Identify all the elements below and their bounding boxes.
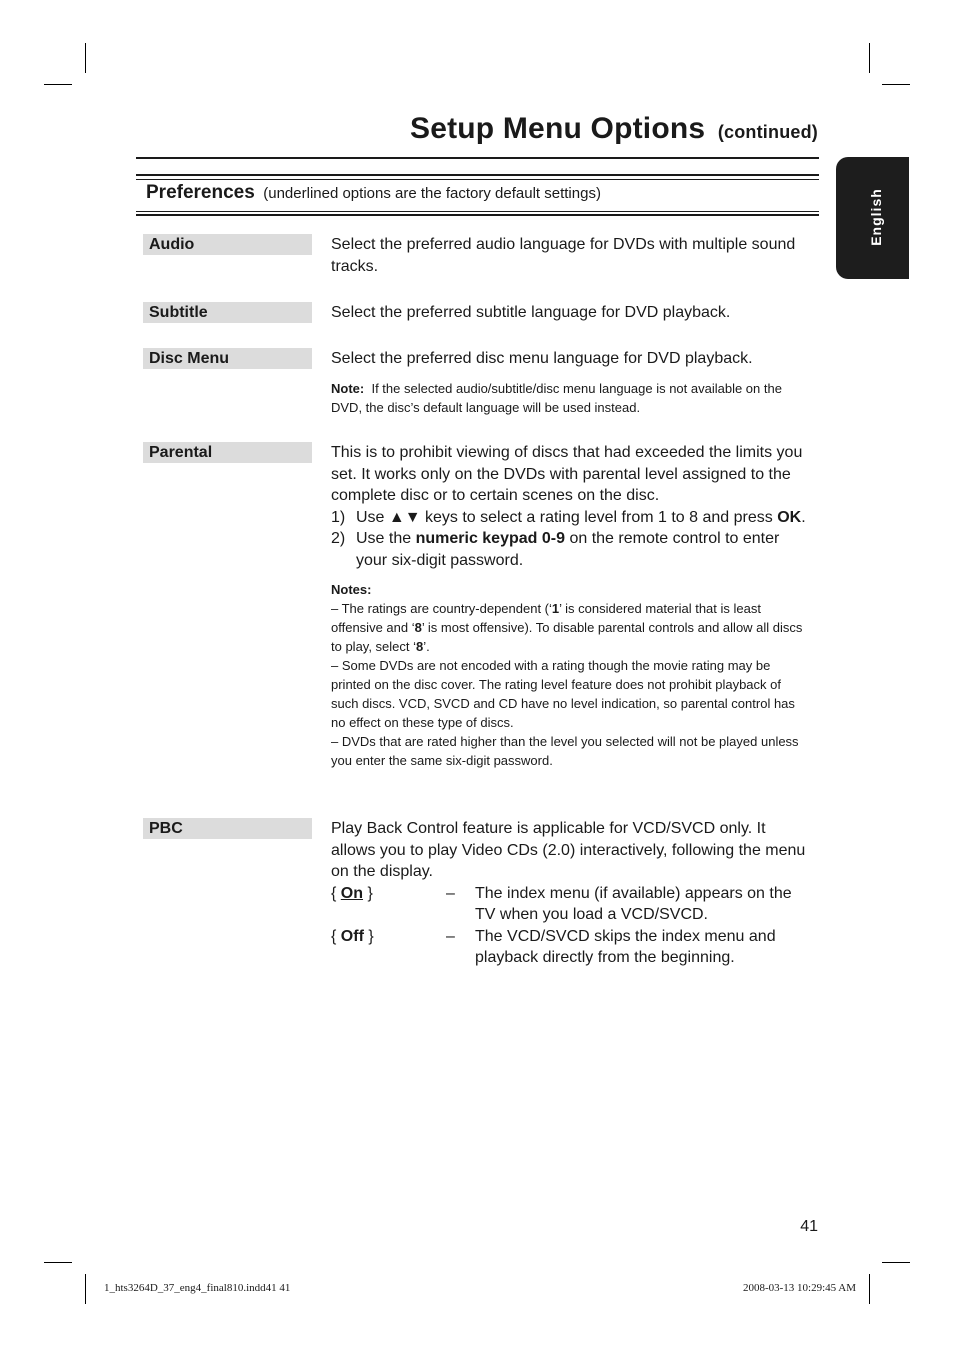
parental-step-1 bbox=[331, 507, 809, 529]
step-text: Use ▲▼ keys to select a rating level from 1 to 8 and press bbox=[356, 508, 773, 526]
parental-text: This is to prohibit viewing of discs that had exceeded the limits you set. It works only on the DVDs with parental level assigned to the complete disc or to certain scenes on the disc. bbox=[331, 444, 803, 504]
note-text: If the selected audio/subtitle/disc menu language is not available on the DVD, the disc’s default language will be used instead. bbox=[331, 380, 782, 415]
section-rule-bottom-thin bbox=[136, 211, 819, 212]
disc-menu-note bbox=[331, 379, 809, 417]
parental-label: Parental bbox=[143, 442, 312, 463]
pbc-description bbox=[331, 818, 809, 969]
language-tab-label: English bbox=[868, 188, 884, 246]
section-heading bbox=[146, 182, 601, 204]
crop-mark bbox=[44, 84, 72, 85]
subtitle-text: Select the preferred subtitle language for DVD playback. bbox=[331, 304, 731, 321]
parental-note-2: – Some DVDs are not encoded with a rating though the movie rating may be printed on the disc cover. The rating level feature does not prohibit playback of such discs. VCD, SVCD and CD have no level indication, so parental control has no effect on these type of discs. bbox=[331, 658, 795, 730]
crop-mark bbox=[85, 1274, 86, 1304]
keypad-key: numeric keypad 0-9 bbox=[415, 530, 565, 547]
option-dash: – bbox=[446, 884, 455, 902]
section-rule-bottom bbox=[136, 214, 819, 216]
pbc-option-on-desc: The index menu (if available) appears on the TV when you load a VCD/SVCD. bbox=[475, 884, 792, 923]
page-number: 41 bbox=[800, 1218, 818, 1235]
crop-mark bbox=[869, 43, 870, 73]
parental-description bbox=[331, 442, 809, 770]
audio-description bbox=[331, 234, 809, 277]
section-rule-top-thin bbox=[136, 179, 819, 180]
step-text-end: . bbox=[801, 508, 806, 526]
subtitle-label: Subtitle bbox=[143, 302, 312, 323]
note-label: Note: bbox=[331, 380, 365, 396]
crop-mark bbox=[869, 1274, 870, 1304]
footer-timestamp: 2008-03-13 10:29:45 AM bbox=[742, 1282, 856, 1294]
parental-notes bbox=[331, 580, 809, 770]
pbc-option-off-desc: The VCD/SVCD skips the index menu and playback directly from the beginning. bbox=[475, 927, 776, 966]
ok-key: OK bbox=[777, 508, 802, 526]
option-key: { On } bbox=[331, 884, 373, 902]
section-note: (underlined options are the factory default settings) bbox=[263, 185, 601, 202]
footer-file: 1_hts3264D_37_eng4_final810.indd41 41 bbox=[104, 1282, 291, 1294]
section-rule-top bbox=[136, 174, 819, 176]
title-rule bbox=[136, 157, 819, 159]
audio-label: Audio bbox=[143, 234, 312, 255]
disc-menu-text: Select the preferred disc menu language for DVD playback. bbox=[331, 350, 753, 367]
option-dash: – bbox=[446, 927, 455, 945]
audio-text: Select the preferred audio language for DVDs with multiple sound tracks. bbox=[331, 236, 796, 275]
step-number: 1) bbox=[331, 508, 346, 526]
disc-menu-label: Disc Menu bbox=[143, 348, 312, 369]
crop-mark bbox=[882, 84, 910, 85]
subtitle-description bbox=[331, 302, 809, 324]
crop-mark bbox=[85, 43, 86, 73]
pbc-text: Play Back Control feature is applicable for VCD/SVCD only. It allows you to play Video CDs (2.0) interactively, following the menu on the display. bbox=[331, 820, 806, 880]
page-title bbox=[410, 112, 818, 146]
pbc-label: PBC bbox=[143, 818, 312, 839]
notes-label: Notes: bbox=[331, 582, 372, 597]
pbc-option-on bbox=[331, 883, 809, 905]
parental-step-2 bbox=[331, 528, 809, 571]
title-continued: (continued) bbox=[717, 122, 818, 142]
pbc-option-off bbox=[331, 926, 809, 948]
crop-mark bbox=[44, 1262, 72, 1263]
parental-note-1: – The ratings are country-dependent (‘1’ is considered material that is least offensive and ‘8’ is most offensive). To disable parental controls and allow all discs to play, select ‘8’. bbox=[331, 601, 803, 654]
disc-menu-description bbox=[331, 348, 809, 417]
crop-mark bbox=[882, 1262, 910, 1263]
step-text-end: on the remote control to enter your six-digit password. bbox=[356, 530, 780, 569]
title-text: Setup Menu Options bbox=[410, 112, 706, 145]
step-number: 2) bbox=[331, 530, 346, 547]
option-key: { Off } bbox=[331, 927, 374, 945]
parental-note-3: – DVDs that are rated higher than the level you selected will not be played unless you enter the same six-digit password. bbox=[331, 734, 799, 768]
section-title: Preferences bbox=[146, 182, 255, 203]
language-tab bbox=[836, 157, 909, 279]
step-text: Use the bbox=[356, 530, 412, 547]
